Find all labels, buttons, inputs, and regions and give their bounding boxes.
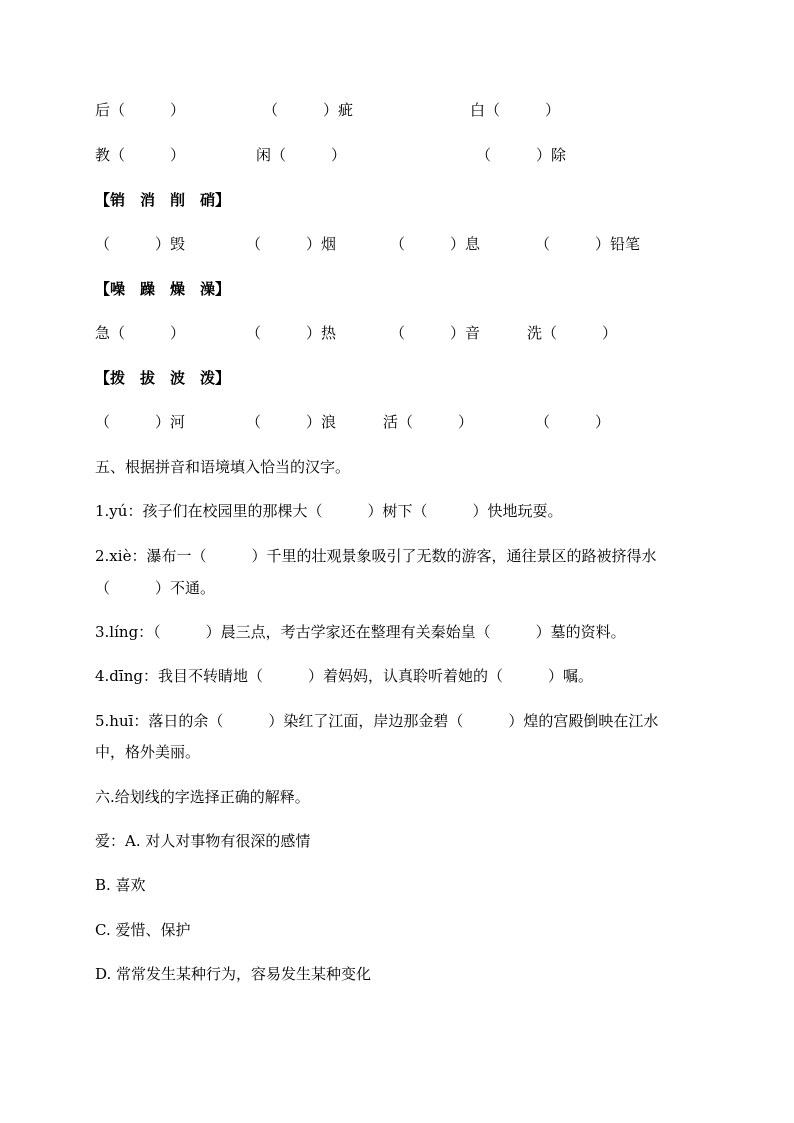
fill-blank-item[interactable]: （ ）河 xyxy=(95,413,186,431)
definition-option: B. 喜欢 xyxy=(95,876,146,894)
fill-blank-item[interactable]: 洗（ ） xyxy=(527,324,618,342)
question-item[interactable]: 5.huī：落日的余（ ）染红了江面，岸边那金碧（ ）煌的宫殿倒映在江水 xyxy=(95,712,659,730)
definition-option: C. 爱惜、保护 xyxy=(95,921,191,939)
section-title: 六.给划线的字选择正确的解释。 xyxy=(95,788,310,806)
fill-blank-item[interactable]: （ ）除 xyxy=(476,146,567,164)
fill-blank-item[interactable]: （ ）热 xyxy=(246,324,337,342)
section-title: 五、根据拼音和语境填入恰当的汉字。 xyxy=(95,458,351,476)
fill-blank-item[interactable]: （ ）息 xyxy=(390,235,481,253)
fill-blank-item[interactable]: 活（ ） xyxy=(383,413,474,431)
fill-blank-item[interactable]: 闲（ ） xyxy=(256,146,347,164)
fill-blank-item[interactable]: 白（ ） xyxy=(470,101,561,119)
fill-blank-item[interactable]: 急（ ） xyxy=(95,324,186,342)
char-group-header: 【销 消 削 硝】 xyxy=(95,191,231,209)
fill-blank-item[interactable]: （ ）铅笔 xyxy=(535,235,641,253)
question-item[interactable]: 4.dīng：我目不转睛地（ ）着妈妈，认真聆听着她的（ ）嘱。 xyxy=(95,667,593,685)
question-item[interactable]: 2.xiè：瀑布一（ ）千里的壮观景象吸引了无数的游客，通往景区的路被挤得水 xyxy=(95,547,657,565)
question-item[interactable]: 3.líng：（ ）晨三点，考古学家还在整理有关秦始皇（ ）墓的资料。 xyxy=(95,623,626,641)
fill-blank-item[interactable]: （ ）音 xyxy=(390,324,481,342)
fill-blank-item[interactable]: （ ） xyxy=(535,413,611,431)
fill-blank-item[interactable]: 教（ ） xyxy=(95,146,186,164)
question-item[interactable]: 1.yú：孩子们在校园里的那棵大（ ）树下（ ）快地玩耍。 xyxy=(95,502,563,520)
definition-option: 爱：A. 对人对事物有很深的感情 xyxy=(95,832,311,850)
definition-option: D. 常常发生某种行为，容易发生某种变化 xyxy=(95,965,372,983)
question-item: 中，格外美丽。 xyxy=(95,743,201,761)
fill-blank-item[interactable]: （ ）烟 xyxy=(246,235,337,253)
fill-blank-item[interactable]: （ ）疵 xyxy=(263,101,354,119)
fill-blank-item[interactable]: （ ）浪 xyxy=(246,413,337,431)
char-group-header: 【噪 躁 燥 澡】 xyxy=(95,280,231,298)
fill-blank-item[interactable]: （ ）毁 xyxy=(95,235,186,253)
char-group-header: 【拨 拔 波 泼】 xyxy=(95,369,231,387)
question-item[interactable]: （ ）不通。 xyxy=(95,579,216,597)
fill-blank-item[interactable]: 后（ ） xyxy=(95,101,186,119)
